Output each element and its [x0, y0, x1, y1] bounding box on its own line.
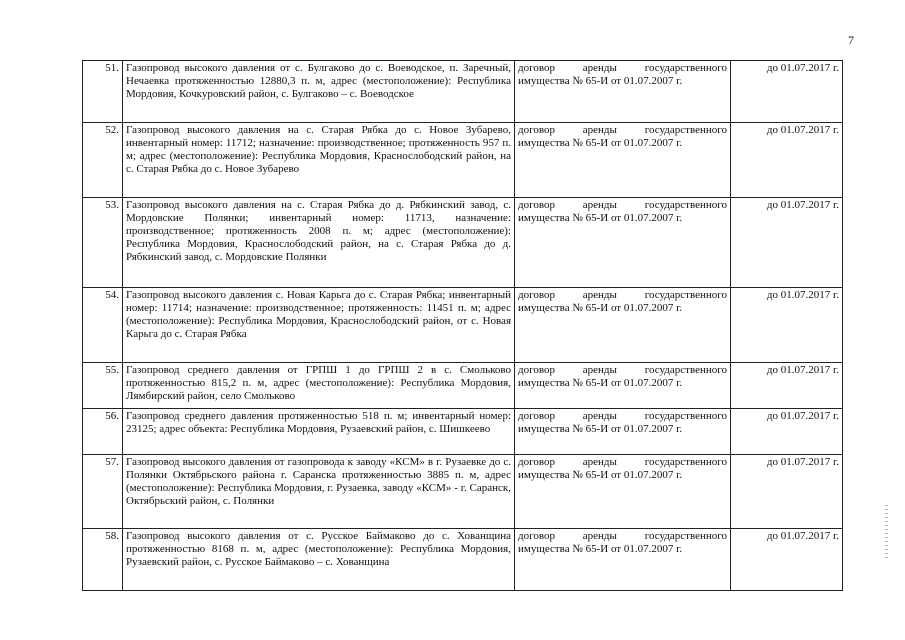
page-number: 7	[848, 33, 854, 47]
term-date: до 01.07.2017 г.	[731, 288, 843, 363]
legal-basis: договор аренды государственного имущества № 65-И от 01.07.2007 г.	[515, 529, 731, 591]
object-description: Газопровод высокого давления на с. Старая Рябка до с. Новое Зубарево, инвентарный номер: 11712; назначение: производственное; протяженность 957 п. м; адрес (местоположение): Республика Мордовия, Краснослободский район, на с. Старая Рябка до с. Новое Зубарево	[123, 123, 515, 198]
object-description: Газопровод высокого давления от газопровода к заводу «КСМ» в г. Рузаевке до с. Полянки Октябрьского района г. Саранска протяженностью 3885 п. м, адрес (местоположение): Республика Мордовия, г. Рузаевка, заводу «КСМ» - г. Саранск, Октябрьский район, с. Полянки	[123, 455, 515, 529]
property-registry-table	[82, 60, 843, 591]
row-number: 54.	[83, 288, 123, 363]
table-row	[83, 61, 843, 123]
row-number: 52.	[83, 123, 123, 198]
table-row	[83, 409, 843, 455]
legal-basis: договор аренды государственного имущества № 65-И от 01.07.2007 г.	[515, 409, 731, 455]
table-row	[83, 198, 843, 288]
row-number: 51.	[83, 61, 123, 123]
term-date: до 01.07.2017 г.	[731, 455, 843, 529]
table-row	[83, 529, 843, 591]
scan-artifact	[885, 505, 888, 560]
object-description: Газопровод высокого давления от с. Русское Баймаково до с. Хованщина протяженностью 8168 п. м, адрес (местоположение): Республика Мордовия, Рузаевский район, с. Русское Баймаково – с. Хованщина	[123, 529, 515, 591]
term-date: до 01.07.2017 г.	[731, 198, 843, 288]
term-date: до 01.07.2017 г.	[731, 363, 843, 409]
object-description: Газопровод среднего давления от ГРПШ 1 до ГРПШ 2 в с. Смольково протяженностью 815,2 п. м, адрес (местоположение): Республика Мордовия, Лямбирский район, село Смольково	[123, 363, 515, 409]
row-number: 58.	[83, 529, 123, 591]
legal-basis: договор аренды государственного имущества № 65-И от 01.07.2007 г.	[515, 198, 731, 288]
table-row	[83, 288, 843, 363]
term-date: до 01.07.2017 г.	[731, 123, 843, 198]
object-description: Газопровод среднего давления протяженностью 518 п. м; инвентарный номер: 23125; адрес объекта: Республика Мордовия, Рузаевский район, с. Шишкеево	[123, 409, 515, 455]
legal-basis: договор аренды государственного имущества № 65-И от 01.07.2007 г.	[515, 123, 731, 198]
table-row	[83, 123, 843, 198]
object-description: Газопровод высокого давления с. Новая Карьга до с. Старая Рябка; инвентарный номер: 11714; назначение: производственное; протяженность: 11451 п. м; адрес (местоположение): Республика Мордовия, Краснослободский район, от с. Новая Карьга до с. Старая Рябка	[123, 288, 515, 363]
legal-basis: договор аренды государственного имущества № 65-И от 01.07.2007 г.	[515, 288, 731, 363]
term-date: до 01.07.2017 г.	[731, 61, 843, 123]
row-number: 55.	[83, 363, 123, 409]
table-row	[83, 363, 843, 409]
legal-basis: договор аренды государственного имущества № 65-И от 01.07.2007 г.	[515, 455, 731, 529]
term-date: до 01.07.2017 г.	[731, 409, 843, 455]
table-row	[83, 455, 843, 529]
row-number: 53.	[83, 198, 123, 288]
row-number: 57.	[83, 455, 123, 529]
object-description: Газопровод высокого давления на с. Старая Рябка до д. Рябкинский завод, с. Мордовские Полянки; инвентарный номер: 11713, назначение: производственное; протяженность 2008 п. м; адрес (местоположение): Республика Мордовия, Краснослободский район, на с. Старая Рябка до д. Рябкинский завод, с. Мордовские Полянки	[123, 198, 515, 288]
row-number: 56.	[83, 409, 123, 455]
term-date: до 01.07.2017 г.	[731, 529, 843, 591]
object-description: Газопровод высокого давления от с. Булгаково до с. Воеводское, п. Заречный, Нечаевка протяженностью 12880,3 п. м, адрес (местоположение): Республика Мордовия, Кочкуровский район, с. Булгаково – с. Воеводское	[123, 61, 515, 123]
legal-basis: договор аренды государственного имущества № 65-И от 01.07.2007 г.	[515, 363, 731, 409]
legal-basis: договор аренды государственного имущества № 65-И от 01.07.2007 г.	[515, 61, 731, 123]
